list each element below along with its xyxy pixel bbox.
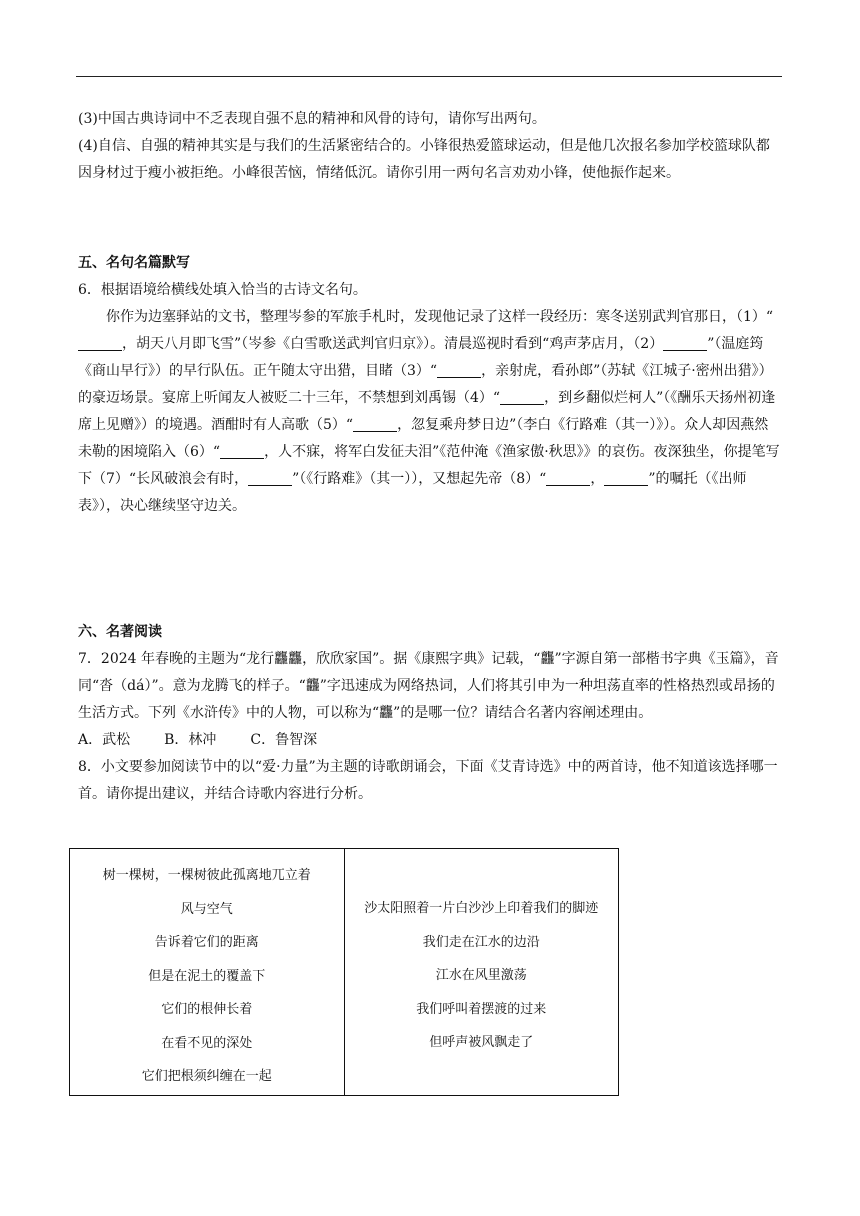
poem-line: 江水在风里激荡: [435, 968, 527, 983]
poem-line: 树一棵树，一棵树彼此孤离地兀立着: [102, 868, 311, 883]
question-7-options: [78, 727, 782, 754]
question-6-passage: 你作为边塞驿站的文书，整理岑参的军旅手札时，发现他记录了这样一段经历：寒冬送别武判官那日，（1）“，胡天八月即飞雪”（岑参《白雪歌送武判官归京》）。清晨巡视时看到“鸡声茅店月，（2） ”（温庭筠《商山早行》）的早行队伍。正午随太守出猎，目睹（3）“ ，亲射虎，看孙郎”（苏轼《江城子·密州出猎》）的豪迈场景。宴席上听闻友人被贬二十三年，不禁想到刘禹锡（4）“ ，到乡翻似烂柯人”（《酬乐天扬州初逢席上见赠》）的境遇。酒酣时有人高歌（5）“ ，忽复乘舟梦日边”（李白《行路难（其一）》）。众人却因燕然未勒的困境陷入（6）“ ，人不寐，将军白发征夫泪”《范仲淹《渔家傲·秋思》》的哀伤。夜深独坐，你提笔写下（7）“长风破浪会有时， ”（《行路难》（其一）），又想起先帝（8）“ ， ”的嘱托（《出师表》），决心继续坚守边关。: [78, 309, 780, 514]
answer-blank[interactable]: [663, 334, 707, 351]
option-a[interactable]: A．武松: [78, 732, 131, 748]
poem-right: [344, 849, 619, 1096]
question-7: 7．2024 年春晚的主题为“龙行龘龘，欣欣家国”。据《康熙字典》记载，“龘”字源自第一部楷书字典《玉篇》，音同“沓（dá）”。意为龙腾飞的样子。“龘”字迅速成为网络热词，人们将其引申为一种坦荡直率的性格热烈或昂扬的生活方式。下列《水浒传》中的人物，可以称为“龘”的是哪一位？请结合名著内容阐述理由。: [78, 651, 779, 721]
answer-blank[interactable]: [604, 469, 648, 486]
poem-line: 我们呼叫着摆渡的过来: [416, 1001, 547, 1017]
section-6: [78, 619, 782, 808]
answer-blank[interactable]: [78, 334, 122, 351]
answer-blank[interactable]: [437, 361, 481, 378]
questions-3-4: [78, 106, 782, 187]
answer-blank[interactable]: [546, 469, 590, 486]
poem-line: 告诉着它们的距离: [154, 935, 259, 950]
poem-left: [70, 849, 345, 1096]
answer-blank[interactable]: [220, 442, 264, 459]
poem-line: 但是在泥土的覆盖下: [148, 968, 266, 984]
poem-line: 风与空气: [180, 901, 233, 917]
option-c[interactable]: C．鲁智深: [250, 732, 318, 748]
option-b[interactable]: B．林冲: [164, 732, 217, 748]
question-6: 6．根据语境给横线处填入恰当的古诗文名句。: [78, 282, 367, 298]
question-3: (3)中国古典诗词中不乏表现自强不息的精神和风骨的诗句，请你写出两句。: [78, 111, 546, 127]
poem-line: 但呼声被风飘走了: [429, 1035, 534, 1050]
poem-line: 在看不见的深处: [161, 1035, 253, 1051]
answer-blank[interactable]: [500, 388, 544, 405]
section-5: [78, 250, 782, 520]
section-6-heading: 六、名著阅读: [78, 624, 162, 640]
poem-line: 它们把根须纠缠在一起: [141, 1069, 272, 1084]
poem-line: 沙太阳照着一片白沙沙上印着我们的脚迹: [364, 901, 599, 916]
poem-line: 我们走在江水的边沿: [422, 934, 540, 950]
answer-blank[interactable]: [248, 469, 292, 486]
answer-blank[interactable]: [353, 415, 397, 432]
section-5-heading: 五、名句名篇默写: [78, 255, 190, 271]
question-8: 8．小文要参加阅读节中的以“爱·力量”为主题的诗歌朗诵会，下面《艾青诗选》中的两首诗，他不知道该选择哪一首。请你提出建议，并结合诗歌内容进行分析。: [78, 759, 778, 802]
poem-line: 它们的根伸长着: [161, 1002, 253, 1017]
header-rule: [76, 76, 782, 77]
poems-table: [69, 848, 619, 1096]
question-4: (4)自信、自强的精神其实是与我们的生活紧密结合的。小锋很热爱篮球运动，但是他几次报名参加学校篮球队都因身材过于瘦小被拒绝。小峰很苦恼，情绪低沉。请你引用一两句名言劝劝小锋，使他振作起来。: [78, 138, 770, 181]
